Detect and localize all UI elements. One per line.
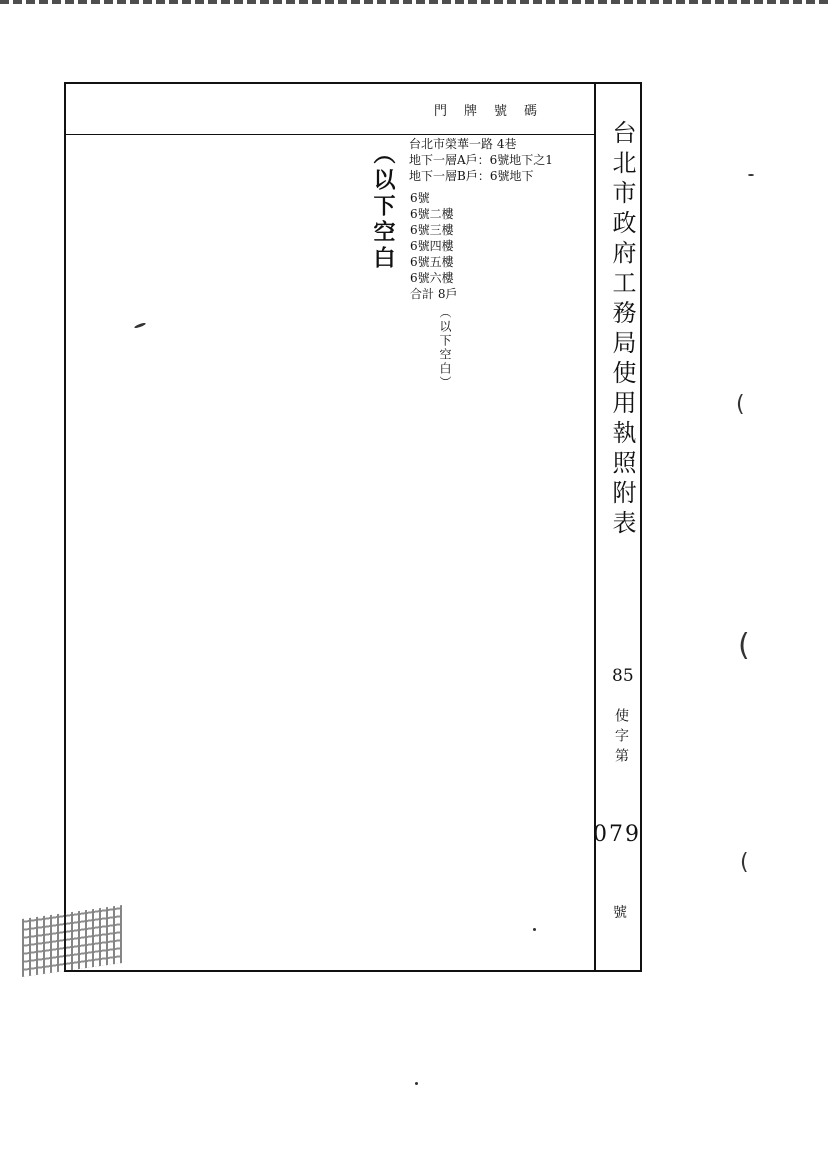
total-units: 合計 8戶 <box>410 287 458 301</box>
margin-mark: ( <box>740 850 749 875</box>
scan-top-edge <box>0 0 832 4</box>
permit-ref-label: 使字第 <box>613 708 629 768</box>
blank-marker-small: ︵以下空白︶ <box>438 306 452 390</box>
permit-year: 85 <box>612 666 634 686</box>
scan-speck <box>415 1082 418 1085</box>
permit-attachment-form <box>64 82 642 972</box>
permit-suffix: 號 <box>613 905 627 921</box>
address-line: 台北市榮華一路 4巷 <box>409 137 517 151</box>
header-row <box>66 84 594 135</box>
scan-speck <box>748 174 754 176</box>
scan-speck <box>533 928 536 931</box>
floor-item: 6號二樓 <box>410 207 454 221</box>
address-line: 地下一層A戶：6號地下之1 <box>409 153 553 167</box>
floor-item: 6號五樓 <box>410 255 454 269</box>
floor-list <box>410 190 457 302</box>
margin-mark: ( <box>736 392 745 417</box>
form-title: 台北市政府工務局使用執照附表 <box>608 120 636 540</box>
address-block <box>409 136 553 184</box>
address-line: 地下一層B戶：6號地下 <box>409 169 534 183</box>
form-content-area <box>66 84 596 970</box>
floor-item: 6號四樓 <box>410 239 454 253</box>
permit-number: 079 <box>593 822 641 847</box>
blank-marker-large: ︵以下空白 <box>370 142 396 272</box>
column-header: 門牌號碼 <box>433 104 554 119</box>
floor-item: 6號 <box>410 191 430 205</box>
margin-mark: ( <box>738 628 750 663</box>
floor-item: 6號三樓 <box>410 223 454 237</box>
floor-item: 6號六樓 <box>410 271 454 285</box>
